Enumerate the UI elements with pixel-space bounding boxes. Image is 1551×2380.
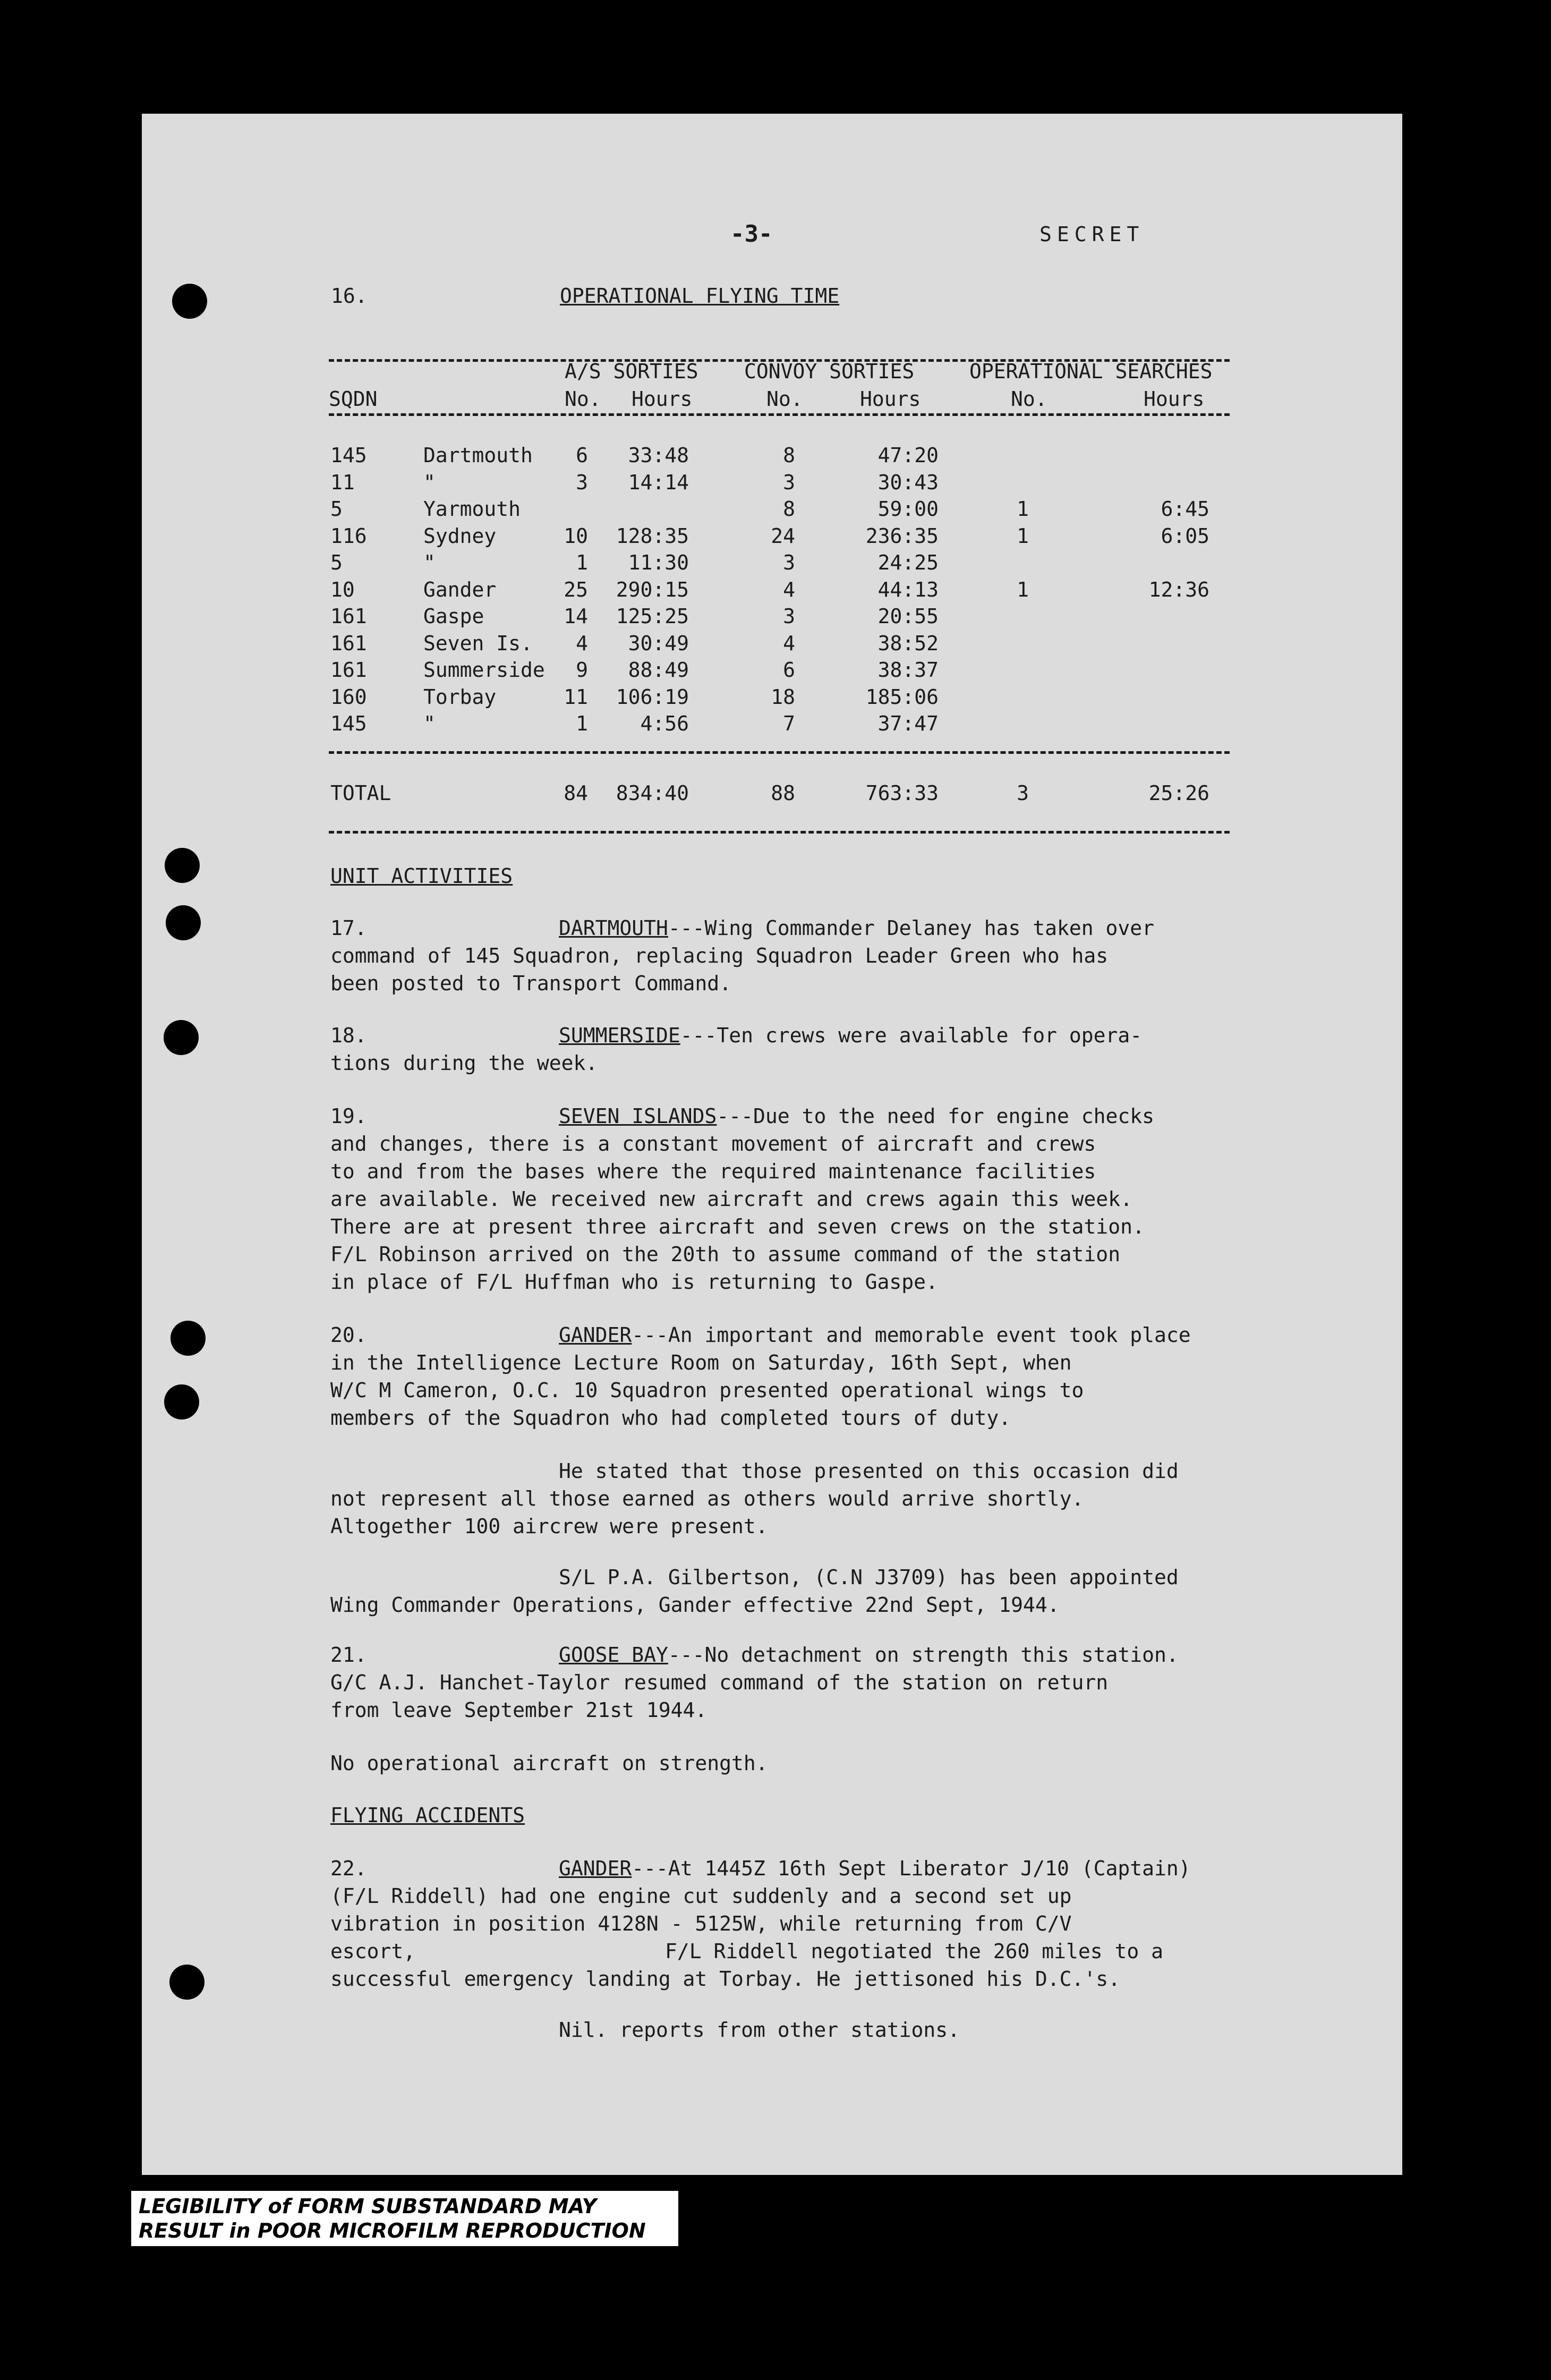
cell-sqdn: 116: [330, 524, 367, 548]
para-line: W/C M Cameron, O.C. 10 Squadron presented operational wings to: [330, 1379, 1084, 1402]
para-number: 17.: [330, 916, 367, 940]
para-line: He stated that those presented on this occasion did: [559, 1459, 1179, 1483]
cell-as-hours: 88:49: [628, 658, 689, 682]
para-line: ---Due to the need for engine checks: [717, 1104, 1155, 1128]
col-header-as-hours: Hours: [632, 387, 693, 411]
cell-as-hours: 33:48: [628, 444, 689, 467]
cell-station: Gander: [423, 577, 497, 601]
cell-as-no: 10: [564, 524, 588, 548]
nil-reports-line: Nil. reports from other stations.: [559, 2018, 960, 2042]
cell-as-no: 6: [576, 444, 588, 467]
table-rule: [329, 413, 1230, 416]
para-21: [559, 1642, 1179, 1668]
cell-as-no: 9: [576, 658, 588, 682]
col-header-sqdn: SQDN: [329, 387, 378, 411]
punch-hole: [172, 284, 207, 319]
cell-cv-hours: 185:06: [865, 685, 939, 709]
para-number: 18.: [330, 1024, 367, 1047]
cell-as-no: 11: [564, 685, 588, 709]
para-line: in the Intelligence Lecture Room on Saturday, 16th Sept, when: [330, 1351, 1072, 1374]
punch-hole: [171, 1321, 206, 1356]
para-line: from leave September 21st 1944.: [330, 1698, 708, 1722]
col-header-cv-hours: Hours: [860, 387, 921, 411]
cell-cv-hours: 37:47: [877, 712, 939, 735]
punch-hole: [164, 1384, 199, 1420]
para-line: F/L Riddell negotiated the 260 miles to a: [665, 1940, 1163, 1963]
para-line: Altogether 100 aircrew were present.: [330, 1515, 768, 1538]
cell-cv-hours: 20:55: [877, 605, 939, 628]
para-line: Wing Commander Operations, Gander effective 22nd Sept, 1944.: [330, 1593, 1060, 1617]
cell-cv-no: 4: [783, 631, 795, 655]
cell-station: ": [423, 712, 436, 735]
cell-as-no: 1: [576, 712, 588, 735]
total-label: TOTAL: [330, 781, 391, 805]
cell-as-hours: 30:49: [628, 631, 689, 655]
para-22: [559, 1855, 1191, 1882]
cell-cv-no: 3: [783, 605, 795, 628]
col-group-as: A/S SORTIES: [565, 360, 698, 383]
total-os-no: 3: [1017, 781, 1029, 805]
para-line: G/C A.J. Hanchet-Taylor resumed command of the station on return: [330, 1671, 1109, 1694]
cell-sqdn: 161: [330, 658, 367, 682]
para-line: ---At 1445Z 16th Sept Liberator J/10 (Captain): [632, 1857, 1191, 1880]
para-line: not represent all those earned as others would arrive shortly.: [330, 1487, 1084, 1510]
col-group-searches: OPERATIONAL SEARCHES: [969, 360, 1213, 383]
punch-hole: [164, 1020, 199, 1055]
cell-cv-no: 6: [783, 658, 795, 682]
punch-hole: [169, 1965, 204, 2000]
cell-os-no: 1: [1017, 524, 1029, 548]
para-line: ---Wing Commander Delaney has taken over: [668, 916, 1155, 940]
cell-sqdn: 5: [330, 497, 343, 521]
total-as-hours: 834:40: [616, 781, 689, 805]
punch-hole: [165, 848, 200, 883]
cell-cv-no: 4: [783, 577, 795, 601]
para-18: [559, 1022, 1142, 1049]
label-line: RESULT in POOR MICROFILM REPRODUCTION: [139, 2219, 646, 2242]
para-line: in place of F/L Huffman who is returning to Gaspe.: [330, 1270, 938, 1294]
section-number: 16.: [331, 284, 368, 308]
cell-os-hours: 12:36: [1148, 577, 1209, 601]
cell-cv-no: 8: [783, 444, 795, 467]
cell-cv-hours: 59:00: [877, 497, 939, 521]
page-number: -3-: [730, 220, 773, 248]
para-line: successful emergency landing at Torbay. He jettisoned his D.C.'s.: [330, 1967, 1121, 1991]
cell-os-hours: 6:45: [1161, 497, 1209, 521]
para-number: 19.: [330, 1104, 367, 1128]
cell-sqdn: 145: [330, 712, 367, 735]
cell-station: Gaspe: [423, 605, 484, 628]
cell-cv-no: 8: [783, 497, 795, 521]
col-header-as-no: No.: [565, 387, 601, 411]
cell-station: ": [423, 551, 436, 574]
cell-as-hours: 290:15: [616, 577, 689, 601]
cell-cv-hours: 38:52: [877, 631, 939, 655]
para-line: No operational aircraft on strength.: [330, 1752, 768, 1775]
cell-station: ": [423, 470, 436, 494]
para-line: ---No detachment on strength this station.: [668, 1643, 1179, 1667]
unit-activities-heading: UNIT ACTIVITIES: [330, 864, 513, 888]
para-line: been posted to Transport Command.: [330, 972, 731, 995]
cell-station: Torbay: [423, 685, 497, 709]
cell-station: Seven Is.: [423, 631, 533, 655]
cell-as-hours: 106:19: [616, 685, 689, 709]
total-os-hours: 25:26: [1148, 781, 1209, 805]
place-name: SEVEN ISLANDS: [559, 1104, 717, 1128]
punch-hole: [166, 905, 201, 940]
col-header-cv-no: No.: [766, 387, 803, 411]
para-line: ---Ten crews were available for opera-: [680, 1024, 1143, 1047]
cell-as-no: 25: [564, 577, 588, 601]
cell-as-no: 4: [576, 631, 588, 655]
cell-sqdn: 5: [330, 551, 343, 574]
total-as-no: 84: [564, 781, 588, 805]
para-line: tions during the week.: [330, 1051, 598, 1075]
cell-as-hours: 4:56: [640, 712, 689, 735]
cell-os-no: 1: [1017, 497, 1029, 521]
para-number: 20.: [330, 1323, 367, 1347]
cell-sqdn: 10: [330, 577, 355, 601]
cell-cv-hours: 47:20: [877, 444, 939, 467]
para-line: to and from the bases where the required maintenance facilities: [330, 1160, 1096, 1183]
para-line: (F/L Riddell) had one engine cut suddenly and a second set up: [330, 1884, 1072, 1908]
place-name: GANDER: [559, 1323, 632, 1347]
para-line: vibration in position 4128N - 5125W, while returning from C/V: [330, 1912, 1072, 1935]
para-line: escort,: [330, 1940, 416, 1963]
para-line: and changes, there is a constant movement of aircraft and crews: [330, 1132, 1096, 1155]
cell-sqdn: 161: [330, 605, 367, 628]
para-19: [559, 1103, 1154, 1129]
para-number: 22.: [330, 1857, 367, 1880]
cell-as-hours: 128:35: [616, 524, 689, 548]
total-cv-no: 88: [771, 781, 795, 805]
cell-sqdn: 145: [330, 444, 367, 467]
cell-cv-no: 3: [783, 551, 795, 574]
cell-as-no: 1: [576, 551, 588, 574]
cell-cv-hours: 30:43: [877, 470, 939, 494]
place-name: DARTMOUTH: [559, 916, 668, 940]
cell-cv-hours: 236:35: [865, 524, 939, 548]
document-page: [142, 114, 1402, 2175]
para-17: [559, 915, 1154, 941]
flying-accidents-heading: FLYING ACCIDENTS: [330, 1804, 525, 1827]
cell-station: Yarmouth: [423, 497, 521, 521]
cell-cv-hours: 44:13: [877, 577, 939, 601]
para-line: are available. We received new aircraft and crews again this week.: [330, 1187, 1132, 1211]
cell-cv-no: 24: [771, 524, 795, 548]
cell-cv-no: 18: [771, 685, 795, 709]
place-name: SUMMERSIDE: [559, 1024, 680, 1047]
para-number: 21.: [330, 1643, 367, 1667]
place-name: GANDER: [559, 1857, 632, 1880]
cell-os-no: 1: [1017, 577, 1029, 601]
para-line: ---An important and memorable event took place: [632, 1323, 1191, 1347]
cell-station: Summerside: [423, 658, 545, 682]
para-line: F/L Robinson arrived on the 20th to assume command of the station: [330, 1243, 1121, 1266]
para-line: S/L P.A. Gilbertson, (C.N J3709) has been appointed: [559, 1566, 1179, 1589]
para-line: members of the Squadron who had completed tours of duty.: [330, 1406, 1011, 1430]
cell-as-no: 14: [564, 605, 588, 628]
cell-station: Sydney: [423, 524, 497, 548]
cell-cv-hours: 24:25: [877, 551, 939, 574]
cell-as-hours: 11:30: [628, 551, 689, 574]
total-cv-hours: 763:33: [865, 781, 939, 805]
cell-sqdn: 161: [330, 631, 367, 655]
cell-as-no: 3: [576, 470, 588, 494]
para-20: [559, 1322, 1191, 1348]
col-header-os-hours: Hours: [1144, 387, 1205, 411]
col-group-convoy: CONVOY SORTIES: [744, 360, 915, 383]
para-line: command of 145 Squadron, replacing Squadron Leader Green who has: [330, 944, 1109, 967]
label-line: LEGIBILITY of FORM SUBSTANDARD MAY: [139, 2195, 597, 2218]
cell-station: Dartmouth: [423, 444, 533, 467]
cell-cv-no: 3: [783, 470, 795, 494]
microfilm-warning-label: [131, 2191, 678, 2246]
classification-label: SECRET: [1039, 223, 1145, 246]
para-line: There are at present three aircraft and seven crews on the station.: [330, 1215, 1145, 1238]
cell-cv-hours: 38:37: [877, 658, 939, 682]
cell-os-hours: 6:05: [1161, 524, 1209, 548]
section-title: OPERATIONAL FLYING TIME: [560, 284, 840, 308]
place-name: GOOSE BAY: [559, 1643, 668, 1667]
table-rule: [329, 751, 1230, 754]
cell-as-hours: 14:14: [628, 470, 689, 494]
cell-as-hours: 125:25: [616, 605, 689, 628]
cell-sqdn: 11: [330, 470, 355, 494]
cell-cv-no: 7: [783, 712, 795, 735]
col-header-os-no: No.: [1011, 387, 1047, 411]
table-rule: [329, 831, 1230, 834]
cell-sqdn: 160: [330, 685, 367, 709]
